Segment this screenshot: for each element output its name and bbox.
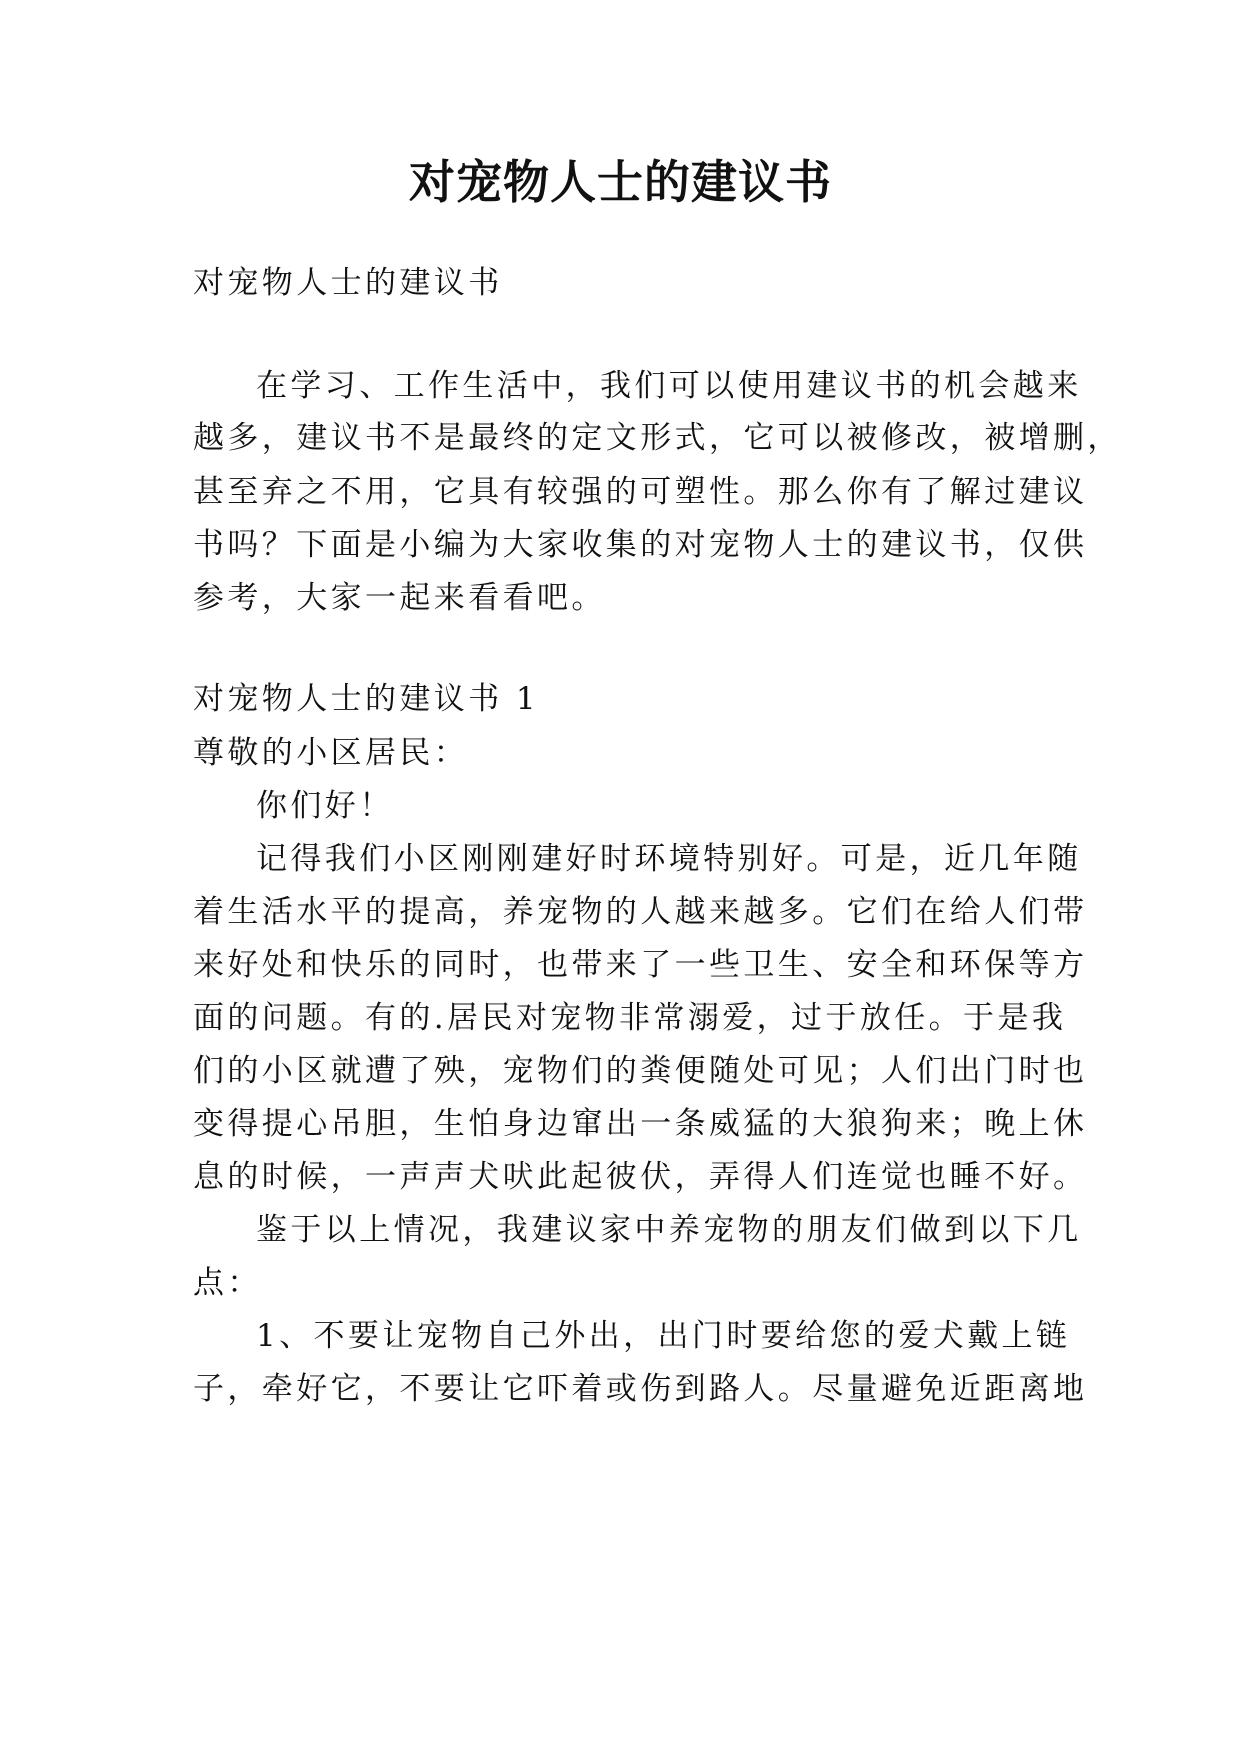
section-heading: 对宠物人士的建议书 1 xyxy=(193,681,539,717)
intro-line: 在学习、工作生活中，我们可以使用建议书的机会越来 xyxy=(256,368,1082,404)
body-line: 息的时候，一声声犬吠此起彼伏，弄得人们连觉也睡不好。 xyxy=(193,1159,1088,1195)
body-line: 们的小区就遭了殃，宠物们的粪便随处可见；人们出门时也 xyxy=(193,1053,1088,1089)
body-line: 面的问题。有的.居民对宠物非常溺爱，过于放任。于是我 xyxy=(193,1000,1067,1036)
intro-line: 甚至弃之不用，它具有较强的可塑性。那么你有了解过建议 xyxy=(193,474,1088,510)
body-line: 变得提心吊胆，生怕身边窜出一条威猛的大狼狗来；晚上休 xyxy=(193,1106,1088,1142)
intro-line: 参考，大家一起来看看吧。 xyxy=(193,580,606,616)
body-line: 鉴于以上情况，我建议家中养宠物的朋友们做到以下几 xyxy=(256,1212,1082,1248)
body-line: 来好处和快乐的同时，也带来了一些卫生、安全和环保等方 xyxy=(193,947,1088,983)
salutation: 尊敬的小区居民： xyxy=(193,735,469,771)
greeting: 你们好！ xyxy=(256,788,394,824)
document-title: 对宠物人士的建议书 xyxy=(409,155,832,209)
body-line: 1、不要让宠物自己外出，出门时要给您的爱犬戴上链 xyxy=(256,1318,1071,1354)
body-line: 子，牵好它，不要让它吓着或伤到路人。尽量避免近距离地 xyxy=(193,1371,1088,1407)
body-line: 记得我们小区刚刚建好时环境特别好。可是，近几年随 xyxy=(256,841,1082,877)
document-subtitle: 对宠物人士的建议书 xyxy=(193,265,503,301)
body-line: 点： xyxy=(193,1265,262,1301)
intro-line: 书吗？下面是小编为大家收集的对宠物人士的建议书，仅供 xyxy=(193,527,1088,563)
intro-line: 越多，建议书不是最终的定文形式，它可以被修改，被增删， xyxy=(193,420,1122,456)
body-line: 着生活水平的提高，养宠物的人越来越多。它们在给人们带 xyxy=(193,894,1088,930)
